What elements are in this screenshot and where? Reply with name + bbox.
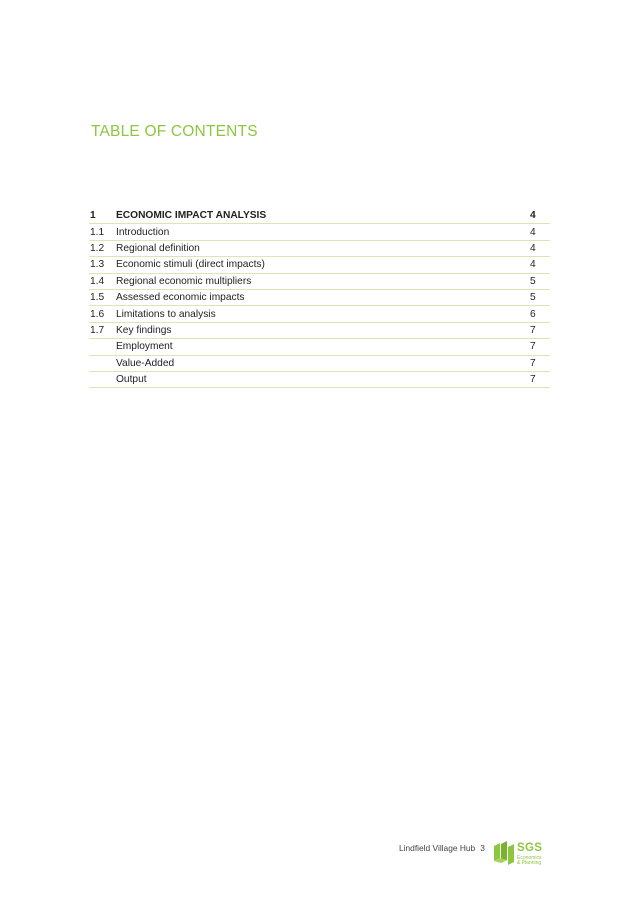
toc-number: 1.1 bbox=[90, 226, 105, 238]
toc-row[interactable] bbox=[89, 274, 550, 290]
toc-row[interactable] bbox=[89, 306, 550, 322]
footer-page-number: 3 bbox=[480, 843, 485, 853]
toc-title: Key findings bbox=[116, 324, 172, 336]
toc-heading: TABLE OF CONTENTS bbox=[91, 123, 258, 140]
sgs-logo-mark-icon bbox=[492, 838, 518, 868]
toc-row[interactable] bbox=[89, 290, 550, 306]
toc-row[interactable] bbox=[89, 339, 550, 355]
logo-tagline-line1: Economics bbox=[517, 855, 542, 861]
toc-table bbox=[89, 208, 550, 388]
toc-row[interactable] bbox=[89, 323, 550, 339]
toc-title: Value-Added bbox=[116, 357, 175, 369]
toc-number: 1.2 bbox=[90, 242, 105, 254]
toc-page-number: 7 bbox=[530, 341, 536, 353]
sgs-logo bbox=[492, 838, 550, 868]
footer-document-title: Lindfield Village Hub bbox=[399, 843, 476, 853]
toc-row[interactable] bbox=[89, 224, 550, 240]
toc-page-number: 7 bbox=[530, 324, 536, 336]
toc-number: 1.7 bbox=[90, 324, 105, 336]
logo-tagline-line2: & Planning bbox=[517, 860, 542, 866]
toc-page-number: 7 bbox=[530, 357, 536, 369]
toc-number: 1 bbox=[90, 210, 96, 222]
toc-title: ECONOMIC IMPACT ANALYSIS bbox=[116, 210, 267, 222]
page-footer bbox=[399, 843, 497, 853]
toc-page-number: 7 bbox=[530, 374, 536, 386]
toc-title: Limitations to analysis bbox=[116, 308, 216, 320]
toc-title: Assessed economic impacts bbox=[116, 292, 245, 304]
toc-row[interactable] bbox=[89, 257, 550, 273]
toc-page-number: 4 bbox=[530, 259, 536, 271]
toc-page-number: 5 bbox=[530, 275, 536, 287]
toc-page-number: 4 bbox=[530, 242, 536, 254]
toc-row[interactable] bbox=[89, 356, 550, 372]
toc-page-number: 6 bbox=[530, 308, 536, 320]
toc-title: Introduction bbox=[116, 226, 170, 238]
toc-number: 1.3 bbox=[90, 259, 105, 271]
toc-page-number: 4 bbox=[530, 226, 536, 238]
toc-row[interactable] bbox=[89, 372, 550, 388]
toc-row[interactable] bbox=[89, 241, 550, 257]
toc-number: 1.6 bbox=[90, 308, 105, 320]
toc-page-number: 4 bbox=[530, 210, 536, 222]
toc-number: 1.4 bbox=[90, 275, 105, 287]
toc-title: Output bbox=[116, 374, 147, 386]
toc-title: Employment bbox=[116, 341, 173, 353]
toc-number: 1.5 bbox=[90, 292, 105, 304]
toc-title: Regional economic multipliers bbox=[116, 275, 252, 287]
logo-brand-text: SGS bbox=[517, 842, 543, 854]
toc-title: Regional definition bbox=[116, 242, 200, 254]
toc-page-number: 5 bbox=[530, 292, 536, 304]
toc-title: Economic stimuli (direct impacts) bbox=[116, 259, 265, 271]
toc-row[interactable] bbox=[89, 208, 550, 224]
